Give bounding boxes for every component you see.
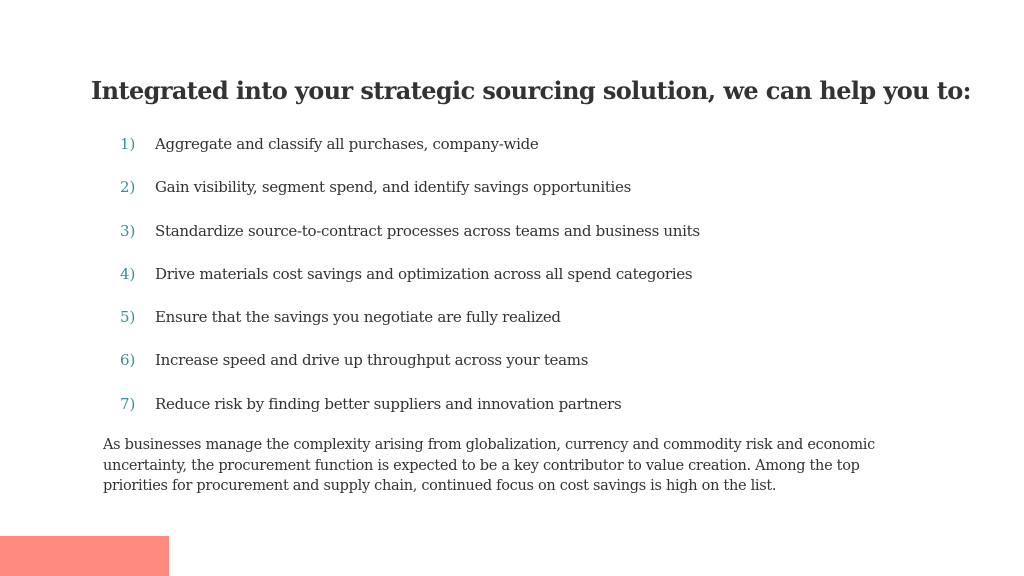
list-item bbox=[120, 134, 700, 177]
list-item bbox=[120, 350, 700, 393]
list-item bbox=[120, 264, 700, 307]
summary-paragraph: As businesses manage the complexity arising from globalization, currency and commodity risk and economic uncertainty, the procurement function is expected to be a key contributor to value creation. Among the top priorities for procurement and supply chain, continued focus on cost savings is high on the list. bbox=[103, 437, 875, 494]
list-item-text: Ensure that the savings you negotiate are fully realized bbox=[155, 308, 561, 327]
list-item-text: Standardize source-to-contract processes across teams and business units bbox=[155, 221, 700, 240]
benefits-list bbox=[120, 134, 700, 437]
list-item-number: 3) bbox=[120, 221, 136, 240]
list-item-number: 2) bbox=[120, 178, 136, 197]
list-item-number: 4) bbox=[120, 264, 136, 283]
list-item-text: Drive materials cost savings and optimization across all spend categories bbox=[155, 264, 693, 283]
list-item-text: Reduce risk by finding better suppliers and innovation partners bbox=[155, 394, 622, 413]
list-item-text: Increase speed and drive up throughput across your teams bbox=[155, 351, 589, 370]
list-item bbox=[120, 221, 700, 264]
list-item-text: Gain visibility, segment spend, and identify savings opportunities bbox=[155, 178, 632, 197]
list-item bbox=[120, 177, 700, 220]
slide-title: Integrated into your strategic sourcing solution, we can help you to: bbox=[91, 76, 971, 105]
list-item-number: 6) bbox=[120, 351, 136, 370]
list-item-text: Aggregate and classify all purchases, company-wide bbox=[155, 135, 539, 153]
list-item-number: 7) bbox=[120, 394, 136, 413]
accent-bar bbox=[0, 536, 169, 576]
list-item bbox=[120, 307, 700, 350]
list-item-number: 5) bbox=[120, 308, 136, 327]
list-item bbox=[120, 394, 700, 437]
list-item-number: 1) bbox=[120, 135, 136, 153]
